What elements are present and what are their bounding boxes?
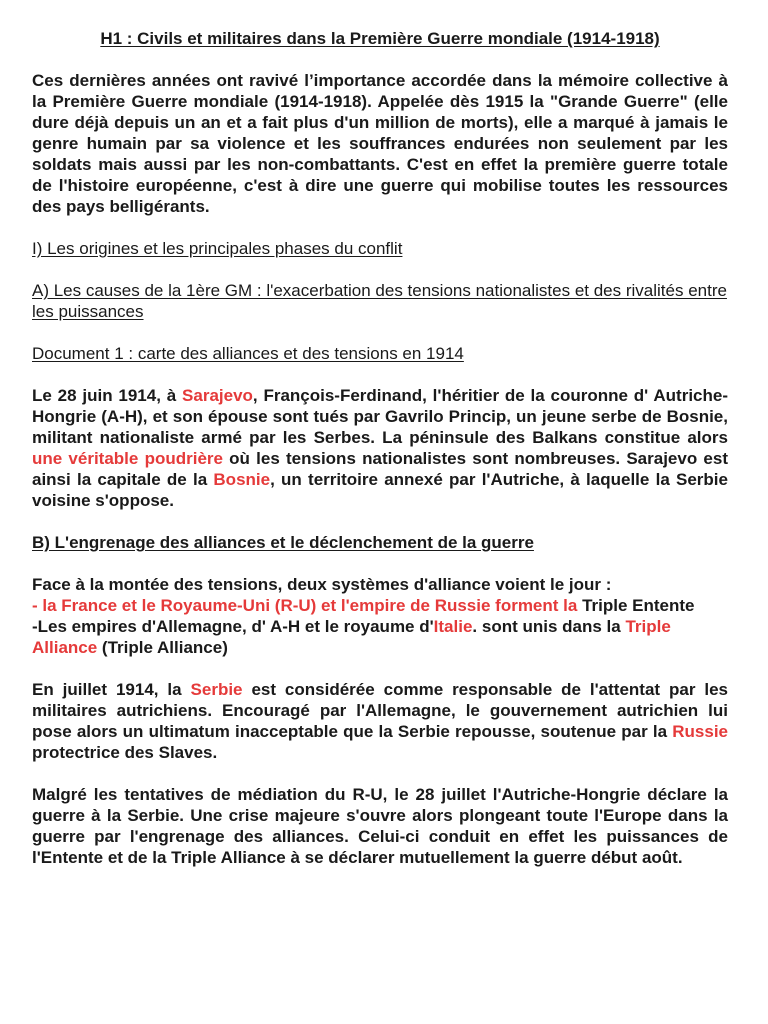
section-heading-B: B) L'engrenage des alliances et le déclenchement de la guerre [32,533,534,552]
text-run: -Les empires d'Allemagne, d' A-H et le royaume d' [32,617,434,636]
section-heading-I: I) Les origines et les principales phases du conflit [32,239,403,258]
text-run: . sont unis dans la [472,617,626,636]
text-run: En juillet 1914, la [32,680,191,699]
text-run: protectrice des Slaves. [32,743,218,762]
highlight-sarajevo: Sarajevo [182,386,253,405]
alliance-triple-alliance [32,616,728,658]
alliance-triple-entente [32,595,728,616]
highlight-russie: Russie [672,722,728,741]
text-run: , un territoire annexé par l'Autriche, à laquelle la Serbie voisine s'oppose. [32,470,728,510]
text-run: Triple Entente [577,596,695,615]
text-run: est considérée comme responsable de l'attentat par les militaires autrichiens. Encouragé par l'Allemagne, le gouvernement autrichien lui pose alors un ultimatum inacceptable que la Serbie repousse, soutenue par la [32,680,728,741]
mediation-paragraph: Malgré les tentatives de médiation du R-U, le 28 juillet l'Autriche-Hongrie déclare la guerre à la Serbie. Une crise majeure s'ouvre alors plongeant toute l'Europe dans la guerre par l'engrenage des alliances. Celui-ci conduit en effet les puissances de l'Entente et de la Triple Alliance à se déclarer mutuellement la guerre début août. [32,785,728,867]
highlight-poudriere: une véritable poudrière [32,449,223,468]
highlight-italie: Italie [433,617,473,636]
highlight-bosnie: Bosnie [213,470,271,489]
juillet-paragraph [32,679,728,763]
sarajevo-paragraph [32,385,728,511]
text-run: (Triple Alliance) [97,638,228,657]
highlight-entente-members: - la France et le Royaume-Uni (R-U) et l'empire de Russie forment la [32,596,578,615]
text-run: , François-Ferdinand, l'héritier de la couronne d' Autriche-Hongrie (A-H), et son épouse sont tués par Gavrilo Princip, un jeune serbe de Bosnie, militant nationaliste armé par les Serbes. La péninsule des Balkans constitue alors [32,386,729,447]
spacer [32,658,728,679]
text-run: où les tensions nationalistes sont nombreuses. Sarajevo est ainsi la capitale de la [32,449,728,489]
highlight-triple-alliance: Triple Alliance [32,617,671,657]
intro-paragraph: Ces dernières années ont ravivé l’importance accordée dans la mémoire collective à la Première Guerre mondiale (1914-1918). Appelée dès 1915 la "Grande Guerre" (elle dure déjà depuis un an et a fait plus d'un million de morts), elle a marqué à jamais le genre humain par sa violence et les souffrances endurées non seulement par les soldats mais aussi par les non-combattants. C'est en effet la première guerre totale de l'histoire européenne, c'est à dire une guerre qui mobilise toutes les ressources des pays belligérants. [32,71,728,216]
section-heading-A: A) Les causes de la 1ère GM : l'exacerbation des tensions nationalistes et des rivalités entre les puissances [32,281,727,321]
page-title: H1 : Civils et militaires dans la Première Guerre mondiale (1914-1918) [100,29,660,48]
highlight-serbie: Serbie [190,680,243,699]
text-run: Le 28 juin 1914, à [32,386,183,405]
document-1-heading: Document 1 : carte des alliances et des tensions en 1914 [32,344,464,363]
alliances-intro: Face à la montée des tensions, deux systèmes d'alliance voient le jour : [32,575,612,594]
